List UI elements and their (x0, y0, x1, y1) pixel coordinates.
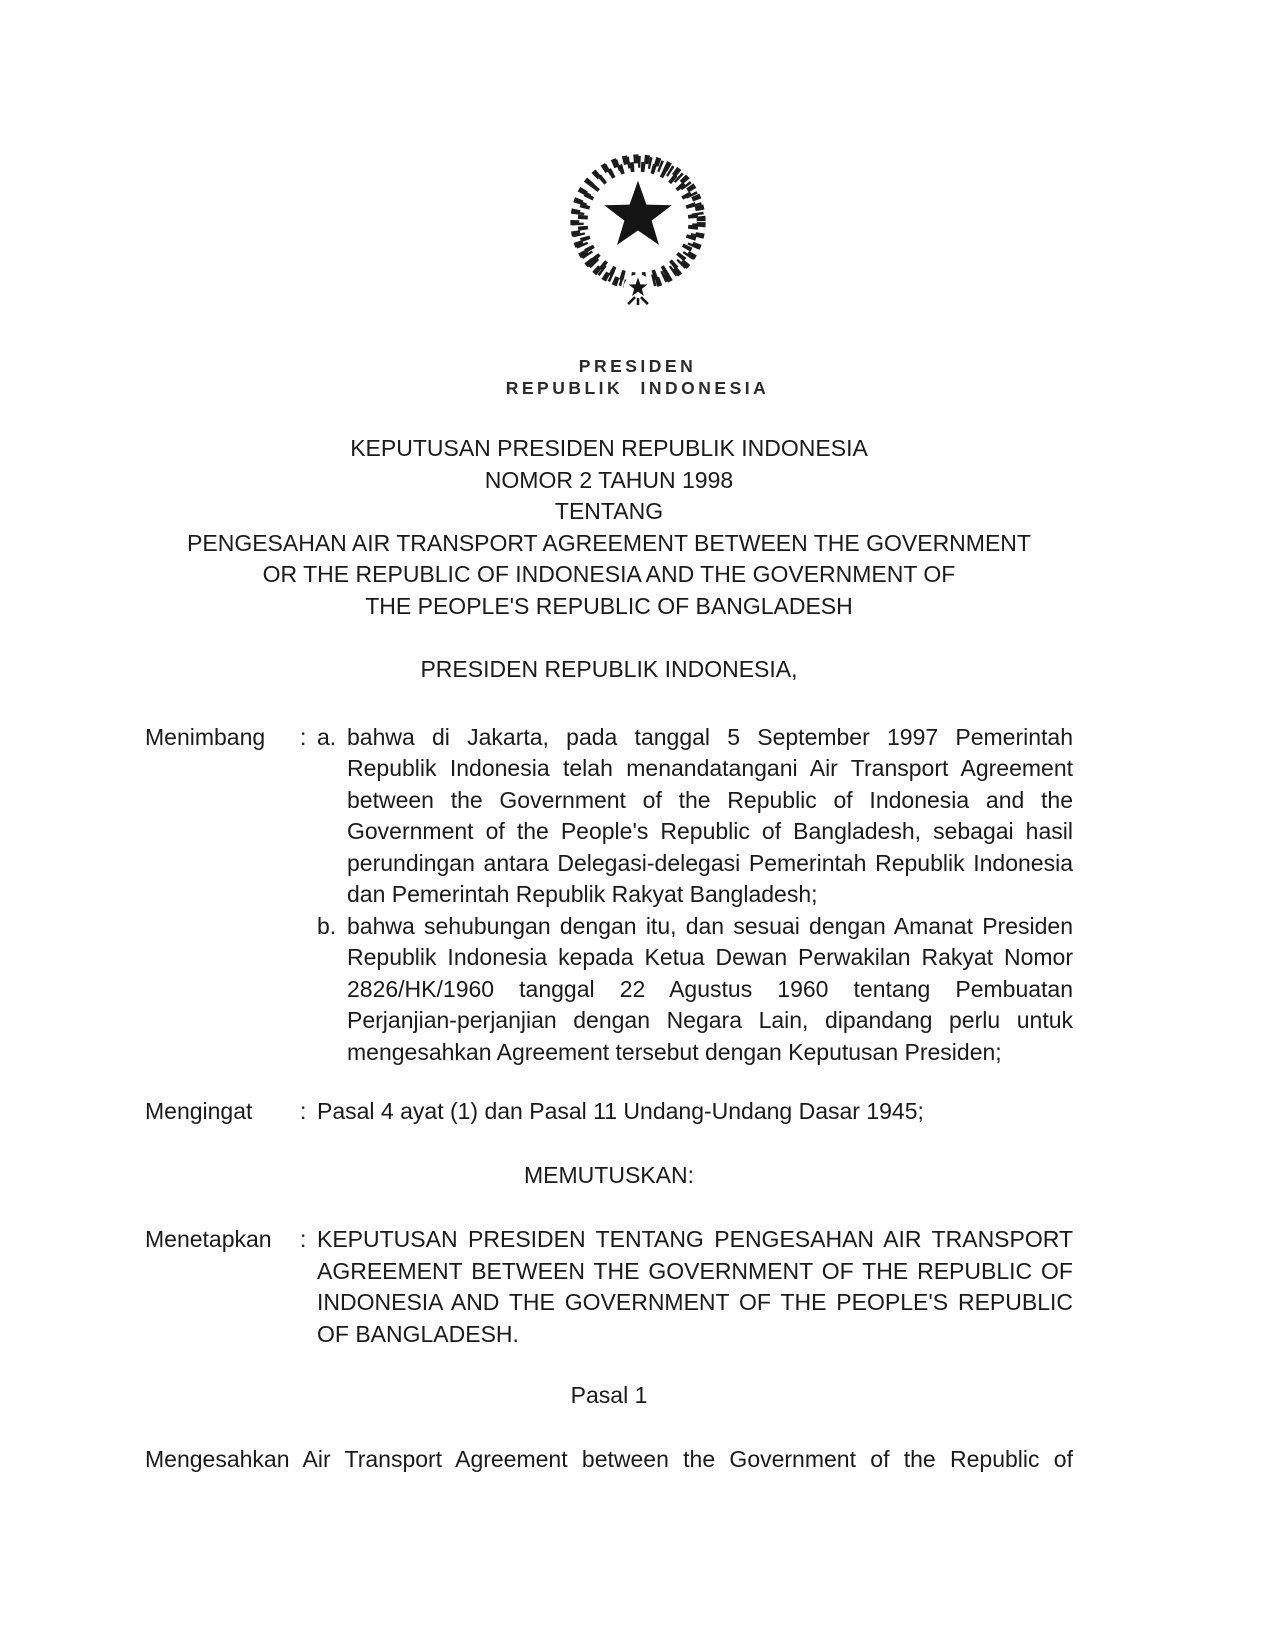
clause-menimbang-colon: : (300, 723, 307, 750)
clause-mengingat-label: Mengingat (145, 1098, 253, 1124)
document-body (145, 433, 1073, 1475)
presidential-emblem (559, 142, 717, 319)
clause-mengingat (145, 1096, 1073, 1128)
title-line-6: THE PEOPLE'S REPUBLIC OF BANGLADESH (365, 592, 853, 619)
clause-menetapkan (145, 1224, 1073, 1350)
pasal-1-heading: Pasal 1 (570, 1382, 648, 1408)
clause-menetapkan-colon: : (300, 1226, 307, 1252)
item-b-marker: b. (317, 912, 337, 939)
clause-mengingat-text: Pasal 4 ayat (1) dan Pasal 11 Undang-Undang Dasar 1945; (317, 1098, 924, 1124)
letterhead-presiden: PRESIDEN (578, 356, 697, 376)
title-line-5: OR THE REPUBLIC OF INDONESIA AND THE GOVERNMENT OF (262, 561, 956, 587)
title-line-1: KEPUTUSAN PRESIDEN REPUBLIK INDONESIA (350, 435, 868, 461)
memutuskan-heading: MEMUTUSKAN: (524, 1161, 694, 1188)
title-line-2: NOMOR 2 TAHUN 1998 (484, 466, 734, 493)
clause-menetapkan-text: KEPUTUSAN PRESIDEN TENTANG PENGESAHAN AIR TRANSPORT AGREEMENT BETWEEN THE GOVERNMENT OF THE REPUBLIC OF INDONESIA AND THE GOVERNMENT OF THE PEOPLE'S REPUBLIC OF BANGLADESH. (317, 1226, 1073, 1347)
letterhead-republik-indonesia: REPUBLIK INDONESIA (505, 378, 770, 398)
clause-menimbang-label: Menimbang (145, 723, 266, 750)
letterhead (0, 142, 1275, 399)
item-b-text: bahwa sehubungan dengan itu, dan sesuai dengan Amanat Presiden Republik Indonesia kepada Ketua Dewan Perwakilan Rakyat Nomor 2826/HK/1960 tanggal 22 Agustus 1960 tentang Pembuatan Perjanjian-perjanjian dengan Negara Lain, dipandang perlu untuk mengesahkan Agreement tersebut dengan Keputusan Presiden; (347, 912, 1073, 1065)
title-line-4: PENGESAHAN AIR TRANSPORT AGREEMENT BETWEEN THE GOVERNMENT (187, 529, 1031, 556)
considering-item-b (317, 911, 1073, 1069)
considering-items (317, 722, 1073, 1069)
clause-mengingat-colon: : (300, 1098, 307, 1124)
pasal-1-text: Mengesahkan Air Transport Agreement between the Government of the Republic of (145, 1445, 1073, 1472)
item-a-text: bahwa di Jakarta, pada tanggal 5 September 1997 Pemerintah Republik Indonesia telah menandatangani Air Transport Agreement between the Government of the Republic of Indonesia and the Government of the People's Republic of Bangladesh, sebagai hasil perundingan antara Delegasi-delegasi Pemerintah Republik Indonesia dan Pemerintah Republik Rakyat Bangladesh; (347, 723, 1073, 907)
clause-menimbang (145, 722, 1073, 1069)
star-wreath-icon (559, 142, 717, 314)
title-line-3: TENTANG (554, 498, 664, 524)
salutation: PRESIDEN REPUBLIK INDONESIA, (420, 656, 798, 682)
decree-title (145, 433, 1073, 622)
clause-menetapkan-label: Menetapkan (145, 1226, 272, 1252)
item-a-marker: a. (317, 723, 337, 750)
considering-item-a (317, 722, 1073, 911)
